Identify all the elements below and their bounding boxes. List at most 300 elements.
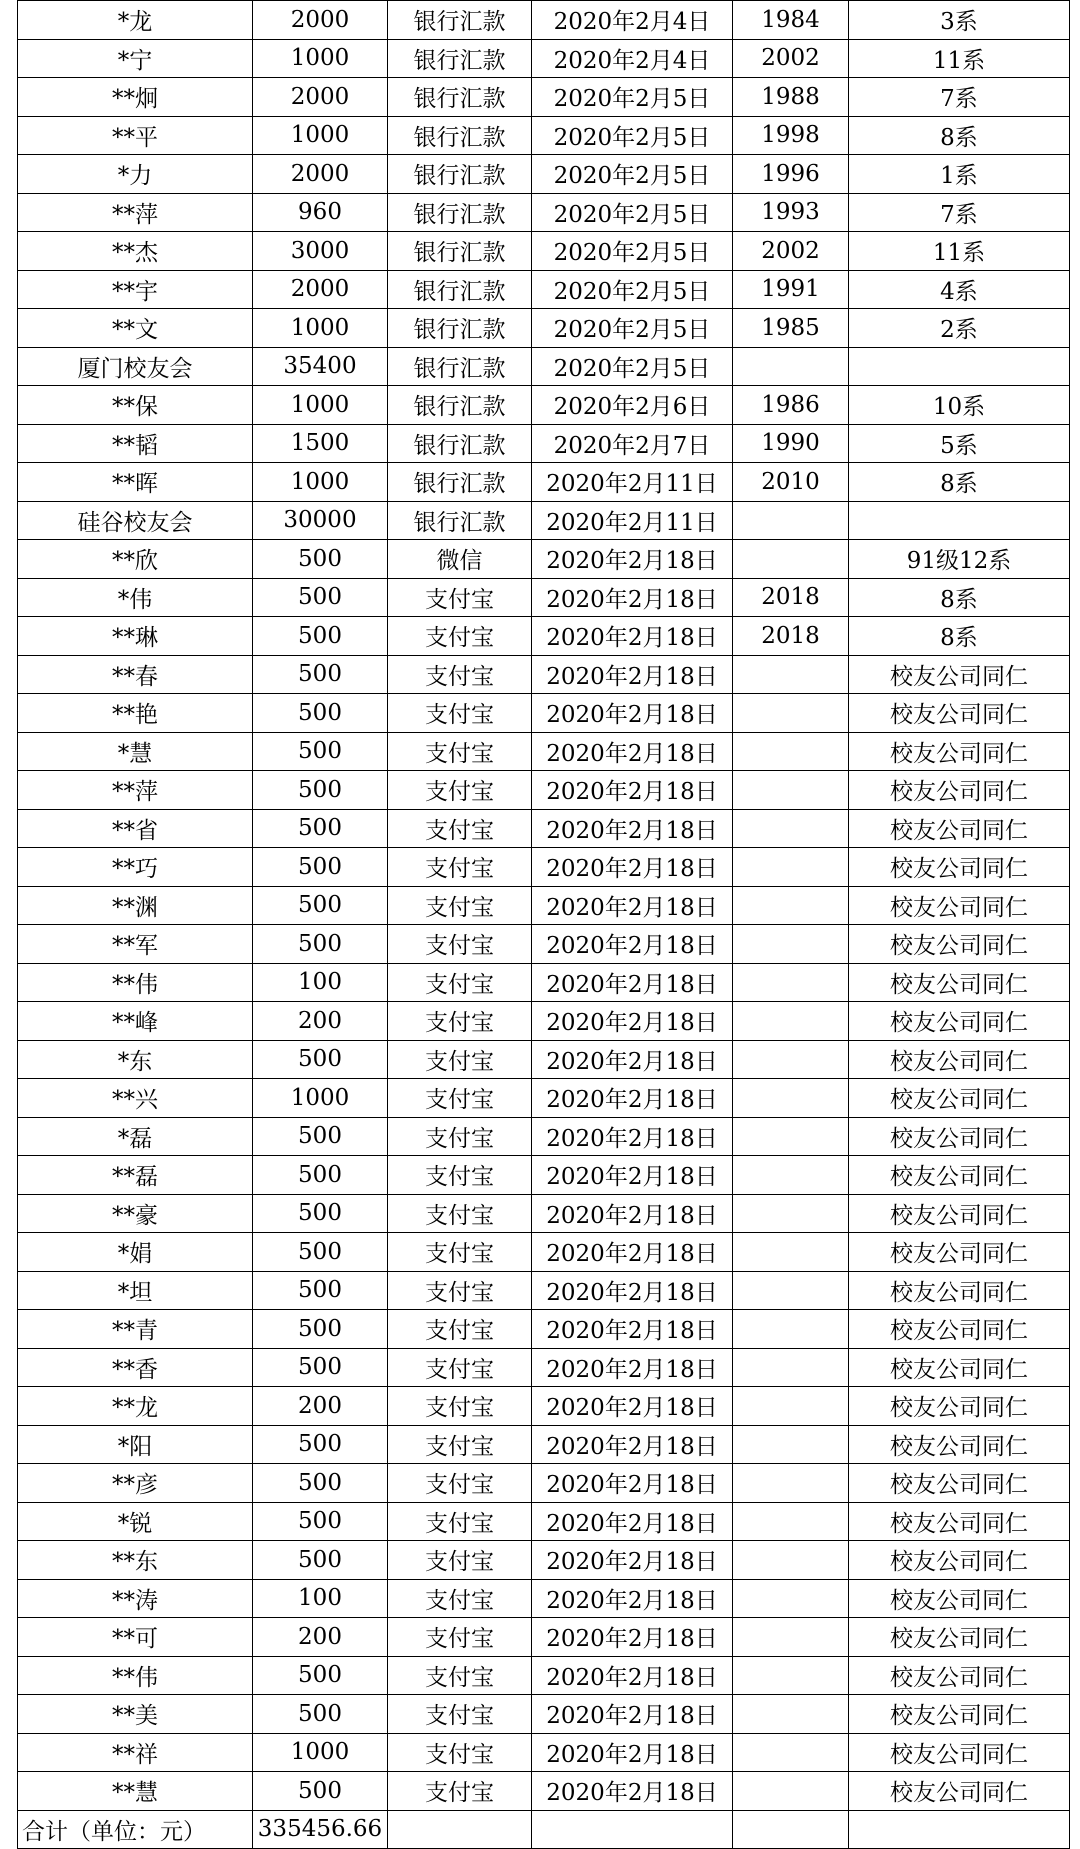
payment-method-cell: 支付宝 (388, 1387, 532, 1426)
class-year-cell (733, 1002, 849, 1041)
department-cell: 校友公司同仁 (849, 1310, 1070, 1349)
amount-cell: 30000 (253, 501, 388, 540)
department-cell: 校友公司同仁 (849, 1348, 1070, 1387)
donor-name-cell: **彦 (18, 1464, 253, 1503)
amount-cell: 500 (253, 1271, 388, 1310)
donor-name-cell: **杰 (18, 232, 253, 271)
class-year-cell (733, 1310, 849, 1349)
table-row (18, 1541, 1070, 1580)
class-year-cell (733, 963, 849, 1002)
amount-cell: 1000 (253, 463, 388, 502)
class-year-cell (733, 771, 849, 810)
class-year-cell (733, 1079, 849, 1118)
department-cell: 校友公司同仁 (849, 1733, 1070, 1772)
payment-method-cell: 支付宝 (388, 848, 532, 887)
amount-cell: 1000 (253, 1079, 388, 1118)
amount-cell: 500 (253, 1656, 388, 1695)
donor-name-cell: **萍 (18, 771, 253, 810)
department-cell: 校友公司同仁 (849, 1502, 1070, 1541)
department-cell: 8系 (849, 116, 1070, 155)
date-cell: 2020年2月18日 (532, 617, 733, 656)
donation-table (17, 0, 1070, 1849)
date-cell: 2020年2月18日 (532, 1695, 733, 1734)
date-cell: 2020年2月18日 (532, 1233, 733, 1272)
donor-name-cell: **涛 (18, 1579, 253, 1618)
amount-cell: 500 (253, 617, 388, 656)
department-cell (849, 347, 1070, 386)
donor-name-cell: 硅谷校友会 (18, 501, 253, 540)
class-year-cell: 1993 (733, 193, 849, 232)
department-cell: 5系 (849, 424, 1070, 463)
class-year-cell (733, 655, 849, 694)
payment-method-cell: 银行汇款 (388, 78, 532, 117)
date-cell: 2020年2月18日 (532, 1772, 733, 1811)
class-year-cell: 1996 (733, 155, 849, 194)
class-year-cell (733, 1040, 849, 1079)
payment-method-cell: 支付宝 (388, 1502, 532, 1541)
date-cell: 2020年2月18日 (532, 1079, 733, 1118)
amount-cell: 500 (253, 1194, 388, 1233)
table-row (18, 232, 1070, 271)
date-cell: 2020年2月18日 (532, 1040, 733, 1079)
department-cell: 11系 (849, 232, 1070, 271)
table-row (18, 1656, 1070, 1695)
donor-name-cell: **磊 (18, 1156, 253, 1195)
date-cell: 2020年2月18日 (532, 1425, 733, 1464)
amount-cell: 500 (253, 1695, 388, 1734)
class-year-cell (733, 1541, 849, 1580)
payment-method-cell: 支付宝 (388, 1656, 532, 1695)
date-cell: 2020年2月5日 (532, 116, 733, 155)
department-cell: 校友公司同仁 (849, 1772, 1070, 1811)
date-cell: 2020年2月4日 (532, 39, 733, 78)
date-cell: 2020年2月18日 (532, 1618, 733, 1657)
table-row (18, 1695, 1070, 1734)
table-row (18, 886, 1070, 925)
amount-cell: 500 (253, 1233, 388, 1272)
date-cell: 2020年2月18日 (532, 1271, 733, 1310)
donor-name-cell: **东 (18, 1541, 253, 1580)
payment-method-cell: 支付宝 (388, 771, 532, 810)
donor-name-cell: *锐 (18, 1502, 253, 1541)
donor-name-cell: *伟 (18, 578, 253, 617)
payment-method-cell: 支付宝 (388, 963, 532, 1002)
payment-method-cell: 支付宝 (388, 1618, 532, 1657)
table-row (18, 116, 1070, 155)
class-year-cell (733, 694, 849, 733)
class-year-cell (733, 886, 849, 925)
donor-name-cell: **宇 (18, 270, 253, 309)
department-cell: 校友公司同仁 (849, 732, 1070, 771)
class-year-cell (733, 1348, 849, 1387)
class-year-cell: 2010 (733, 463, 849, 502)
table-row (18, 809, 1070, 848)
class-year-cell (733, 540, 849, 579)
donor-name-cell: **晖 (18, 463, 253, 502)
table-row (18, 694, 1070, 733)
payment-method-cell: 银行汇款 (388, 232, 532, 271)
table-row (18, 1348, 1070, 1387)
amount-cell: 500 (253, 1156, 388, 1195)
department-cell: 校友公司同仁 (849, 1464, 1070, 1503)
date-cell: 2020年2月11日 (532, 463, 733, 502)
amount-cell: 2000 (253, 1, 388, 40)
payment-method-cell: 银行汇款 (388, 386, 532, 425)
payment-method-cell: 银行汇款 (388, 155, 532, 194)
class-year-cell: 1998 (733, 116, 849, 155)
table-row (18, 78, 1070, 117)
table-row (18, 1464, 1070, 1503)
amount-cell: 200 (253, 1387, 388, 1426)
donor-name-cell: **豪 (18, 1194, 253, 1233)
table-row (18, 1194, 1070, 1233)
payment-method-cell: 支付宝 (388, 694, 532, 733)
class-year-cell (733, 1502, 849, 1541)
total-label: 合计（单位：元） (18, 1810, 253, 1849)
table-row (18, 771, 1070, 810)
date-cell: 2020年2月18日 (532, 1656, 733, 1695)
date-cell: 2020年2月18日 (532, 1502, 733, 1541)
table-row (18, 1772, 1070, 1811)
payment-method-cell: 支付宝 (388, 1233, 532, 1272)
class-year-cell: 1984 (733, 1, 849, 40)
class-year-cell (733, 925, 849, 964)
class-year-cell (733, 347, 849, 386)
class-year-cell (733, 1117, 849, 1156)
payment-method-cell: 微信 (388, 540, 532, 579)
payment-method-cell: 支付宝 (388, 809, 532, 848)
table-cell (388, 1810, 532, 1849)
date-cell: 2020年2月18日 (532, 963, 733, 1002)
table-row (18, 1733, 1070, 1772)
payment-method-cell: 支付宝 (388, 617, 532, 656)
class-year-cell (733, 1695, 849, 1734)
department-cell: 8系 (849, 617, 1070, 656)
amount-cell: 100 (253, 1579, 388, 1618)
amount-cell: 500 (253, 1772, 388, 1811)
department-cell: 8系 (849, 578, 1070, 617)
donor-name-cell: *坦 (18, 1271, 253, 1310)
donor-name-cell: *东 (18, 1040, 253, 1079)
class-year-cell (733, 1772, 849, 1811)
date-cell: 2020年2月18日 (532, 886, 733, 925)
amount-cell: 500 (253, 540, 388, 579)
department-cell: 校友公司同仁 (849, 886, 1070, 925)
amount-cell: 200 (253, 1618, 388, 1657)
class-year-cell: 1990 (733, 424, 849, 463)
donor-name-cell: **美 (18, 1695, 253, 1734)
department-cell: 校友公司同仁 (849, 1271, 1070, 1310)
amount-cell: 2000 (253, 155, 388, 194)
table-row (18, 39, 1070, 78)
payment-method-cell: 支付宝 (388, 925, 532, 964)
payment-method-cell: 支付宝 (388, 1040, 532, 1079)
class-year-cell: 1988 (733, 78, 849, 117)
department-cell: 3系 (849, 1, 1070, 40)
payment-method-cell: 支付宝 (388, 1156, 532, 1195)
department-cell: 校友公司同仁 (849, 1194, 1070, 1233)
table-row (18, 1002, 1070, 1041)
payment-method-cell: 支付宝 (388, 1541, 532, 1580)
donor-name-cell: **炯 (18, 78, 253, 117)
department-cell: 校友公司同仁 (849, 1541, 1070, 1580)
total-amount: 335456.66 (253, 1810, 388, 1849)
date-cell: 2020年2月18日 (532, 1733, 733, 1772)
department-cell: 校友公司同仁 (849, 771, 1070, 810)
amount-cell: 500 (253, 694, 388, 733)
class-year-cell (733, 1425, 849, 1464)
date-cell: 2020年2月18日 (532, 694, 733, 733)
donor-name-cell: **欣 (18, 540, 253, 579)
payment-method-cell: 银行汇款 (388, 270, 532, 309)
table-row (18, 732, 1070, 771)
donor-name-cell: **巧 (18, 848, 253, 887)
table-row (18, 1, 1070, 40)
donor-name-cell: *娟 (18, 1233, 253, 1272)
amount-cell: 500 (253, 1117, 388, 1156)
date-cell: 2020年2月18日 (532, 655, 733, 694)
donor-name-cell: *慧 (18, 732, 253, 771)
date-cell: 2020年2月18日 (532, 540, 733, 579)
table-cell (849, 1810, 1070, 1849)
donor-name-cell: *力 (18, 155, 253, 194)
table-row (18, 270, 1070, 309)
date-cell: 2020年2月18日 (532, 1579, 733, 1618)
amount-cell: 500 (253, 925, 388, 964)
class-year-cell (733, 1464, 849, 1503)
amount-cell: 1500 (253, 424, 388, 463)
class-year-cell: 1991 (733, 270, 849, 309)
total-row (18, 1810, 1070, 1849)
department-cell: 校友公司同仁 (849, 1233, 1070, 1272)
table-row (18, 848, 1070, 887)
donor-name-cell: **艳 (18, 694, 253, 733)
table-row (18, 1040, 1070, 1079)
table-row (18, 925, 1070, 964)
donor-name-cell: **慧 (18, 1772, 253, 1811)
table-row (18, 1079, 1070, 1118)
class-year-cell (733, 1194, 849, 1233)
class-year-cell (733, 1271, 849, 1310)
date-cell: 2020年2月18日 (532, 732, 733, 771)
class-year-cell (733, 1387, 849, 1426)
table-row (18, 155, 1070, 194)
department-cell: 校友公司同仁 (849, 1002, 1070, 1041)
payment-method-cell: 银行汇款 (388, 1, 532, 40)
class-year-cell (733, 1233, 849, 1272)
class-year-cell (733, 1733, 849, 1772)
amount-cell: 500 (253, 1502, 388, 1541)
date-cell: 2020年2月5日 (532, 193, 733, 232)
date-cell: 2020年2月18日 (532, 1002, 733, 1041)
amount-cell: 500 (253, 1541, 388, 1580)
class-year-cell: 2002 (733, 39, 849, 78)
department-cell: 校友公司同仁 (849, 1117, 1070, 1156)
class-year-cell: 2018 (733, 578, 849, 617)
table-row (18, 1618, 1070, 1657)
payment-method-cell: 银行汇款 (388, 501, 532, 540)
department-cell: 校友公司同仁 (849, 809, 1070, 848)
department-cell: 8系 (849, 463, 1070, 502)
department-cell: 校友公司同仁 (849, 925, 1070, 964)
donor-name-cell: **伟 (18, 1656, 253, 1695)
donor-name-cell: *阳 (18, 1425, 253, 1464)
amount-cell: 500 (253, 1348, 388, 1387)
donor-name-cell: **琳 (18, 617, 253, 656)
class-year-cell: 1985 (733, 309, 849, 348)
date-cell: 2020年2月5日 (532, 270, 733, 309)
department-cell: 7系 (849, 193, 1070, 232)
donor-name-cell: **军 (18, 925, 253, 964)
donor-name-cell: **龙 (18, 1387, 253, 1426)
class-year-cell: 1986 (733, 386, 849, 425)
date-cell: 2020年2月18日 (532, 1464, 733, 1503)
department-cell: 校友公司同仁 (849, 655, 1070, 694)
table-row (18, 1156, 1070, 1195)
table-row (18, 463, 1070, 502)
date-cell: 2020年2月18日 (532, 1348, 733, 1387)
table-row (18, 1117, 1070, 1156)
class-year-cell (733, 1656, 849, 1695)
amount-cell: 500 (253, 578, 388, 617)
date-cell: 2020年2月18日 (532, 771, 733, 810)
donor-name-cell: **可 (18, 1618, 253, 1657)
table-row (18, 1310, 1070, 1349)
payment-method-cell: 支付宝 (388, 1117, 532, 1156)
amount-cell: 1000 (253, 116, 388, 155)
amount-cell: 2000 (253, 78, 388, 117)
donor-name-cell: **韬 (18, 424, 253, 463)
class-year-cell (733, 1618, 849, 1657)
donor-name-cell: *龙 (18, 1, 253, 40)
date-cell: 2020年2月18日 (532, 578, 733, 617)
donor-name-cell: **香 (18, 1348, 253, 1387)
amount-cell: 35400 (253, 347, 388, 386)
table-row (18, 1387, 1070, 1426)
department-cell: 11系 (849, 39, 1070, 78)
department-cell: 2系 (849, 309, 1070, 348)
amount-cell: 1000 (253, 1733, 388, 1772)
payment-method-cell: 支付宝 (388, 1194, 532, 1233)
department-cell: 校友公司同仁 (849, 1387, 1070, 1426)
date-cell: 2020年2月5日 (532, 155, 733, 194)
department-cell: 校友公司同仁 (849, 1079, 1070, 1118)
amount-cell: 2000 (253, 270, 388, 309)
payment-method-cell: 支付宝 (388, 1271, 532, 1310)
amount-cell: 500 (253, 1464, 388, 1503)
department-cell: 校友公司同仁 (849, 963, 1070, 1002)
payment-method-cell: 银行汇款 (388, 193, 532, 232)
amount-cell: 500 (253, 1425, 388, 1464)
class-year-cell (733, 1579, 849, 1618)
payment-method-cell: 银行汇款 (388, 424, 532, 463)
department-cell: 校友公司同仁 (849, 1425, 1070, 1464)
donor-name-cell: **兴 (18, 1079, 253, 1118)
date-cell: 2020年2月18日 (532, 925, 733, 964)
donor-name-cell: *磊 (18, 1117, 253, 1156)
table-cell (733, 1810, 849, 1849)
donor-name-cell: **文 (18, 309, 253, 348)
class-year-cell (733, 848, 849, 887)
amount-cell: 500 (253, 848, 388, 887)
class-year-cell (733, 809, 849, 848)
date-cell: 2020年2月18日 (532, 1541, 733, 1580)
table-row (18, 1579, 1070, 1618)
table-row (18, 655, 1070, 694)
table-row (18, 1271, 1070, 1310)
date-cell: 2020年2月4日 (532, 1, 733, 40)
class-year-cell: 2018 (733, 617, 849, 656)
payment-method-cell: 支付宝 (388, 1425, 532, 1464)
amount-cell: 960 (253, 193, 388, 232)
payment-method-cell: 支付宝 (388, 1772, 532, 1811)
payment-method-cell: 银行汇款 (388, 39, 532, 78)
donor-name-cell: **保 (18, 386, 253, 425)
class-year-cell (733, 732, 849, 771)
payment-method-cell: 银行汇款 (388, 116, 532, 155)
donor-name-cell: **峰 (18, 1002, 253, 1041)
donor-name-cell: **青 (18, 1310, 253, 1349)
payment-method-cell: 支付宝 (388, 1733, 532, 1772)
amount-cell: 200 (253, 1002, 388, 1041)
date-cell: 2020年2月18日 (532, 848, 733, 887)
department-cell: 4系 (849, 270, 1070, 309)
department-cell: 校友公司同仁 (849, 1156, 1070, 1195)
date-cell: 2020年2月5日 (532, 347, 733, 386)
table-row (18, 1233, 1070, 1272)
payment-method-cell: 支付宝 (388, 886, 532, 925)
amount-cell: 1000 (253, 386, 388, 425)
table-row (18, 347, 1070, 386)
department-cell: 校友公司同仁 (849, 1695, 1070, 1734)
date-cell: 2020年2月18日 (532, 1156, 733, 1195)
donor-name-cell: **省 (18, 809, 253, 848)
donor-name-cell: **平 (18, 116, 253, 155)
date-cell: 2020年2月5日 (532, 232, 733, 271)
date-cell: 2020年2月18日 (532, 809, 733, 848)
payment-method-cell: 支付宝 (388, 1579, 532, 1618)
department-cell: 校友公司同仁 (849, 1656, 1070, 1695)
department-cell: 校友公司同仁 (849, 1040, 1070, 1079)
date-cell: 2020年2月11日 (532, 501, 733, 540)
department-cell: 校友公司同仁 (849, 848, 1070, 887)
payment-method-cell: 银行汇款 (388, 347, 532, 386)
payment-method-cell: 支付宝 (388, 1079, 532, 1118)
amount-cell: 500 (253, 809, 388, 848)
amount-cell: 100 (253, 963, 388, 1002)
payment-method-cell: 支付宝 (388, 655, 532, 694)
class-year-cell (733, 1156, 849, 1195)
table-row (18, 424, 1070, 463)
donor-name-cell: *宁 (18, 39, 253, 78)
department-cell: 10系 (849, 386, 1070, 425)
date-cell: 2020年2月18日 (532, 1387, 733, 1426)
amount-cell: 500 (253, 655, 388, 694)
department-cell: 7系 (849, 78, 1070, 117)
date-cell: 2020年2月5日 (532, 78, 733, 117)
department-cell: 校友公司同仁 (849, 1579, 1070, 1618)
donor-name-cell: **萍 (18, 193, 253, 232)
table-row (18, 963, 1070, 1002)
donation-table-body (18, 1, 1070, 1811)
donor-name-cell: 厦门校友会 (18, 347, 253, 386)
donor-name-cell: **伟 (18, 963, 253, 1002)
date-cell: 2020年2月18日 (532, 1310, 733, 1349)
table-row (18, 1502, 1070, 1541)
payment-method-cell: 支付宝 (388, 1002, 532, 1041)
amount-cell: 500 (253, 1040, 388, 1079)
department-cell: 校友公司同仁 (849, 1618, 1070, 1657)
